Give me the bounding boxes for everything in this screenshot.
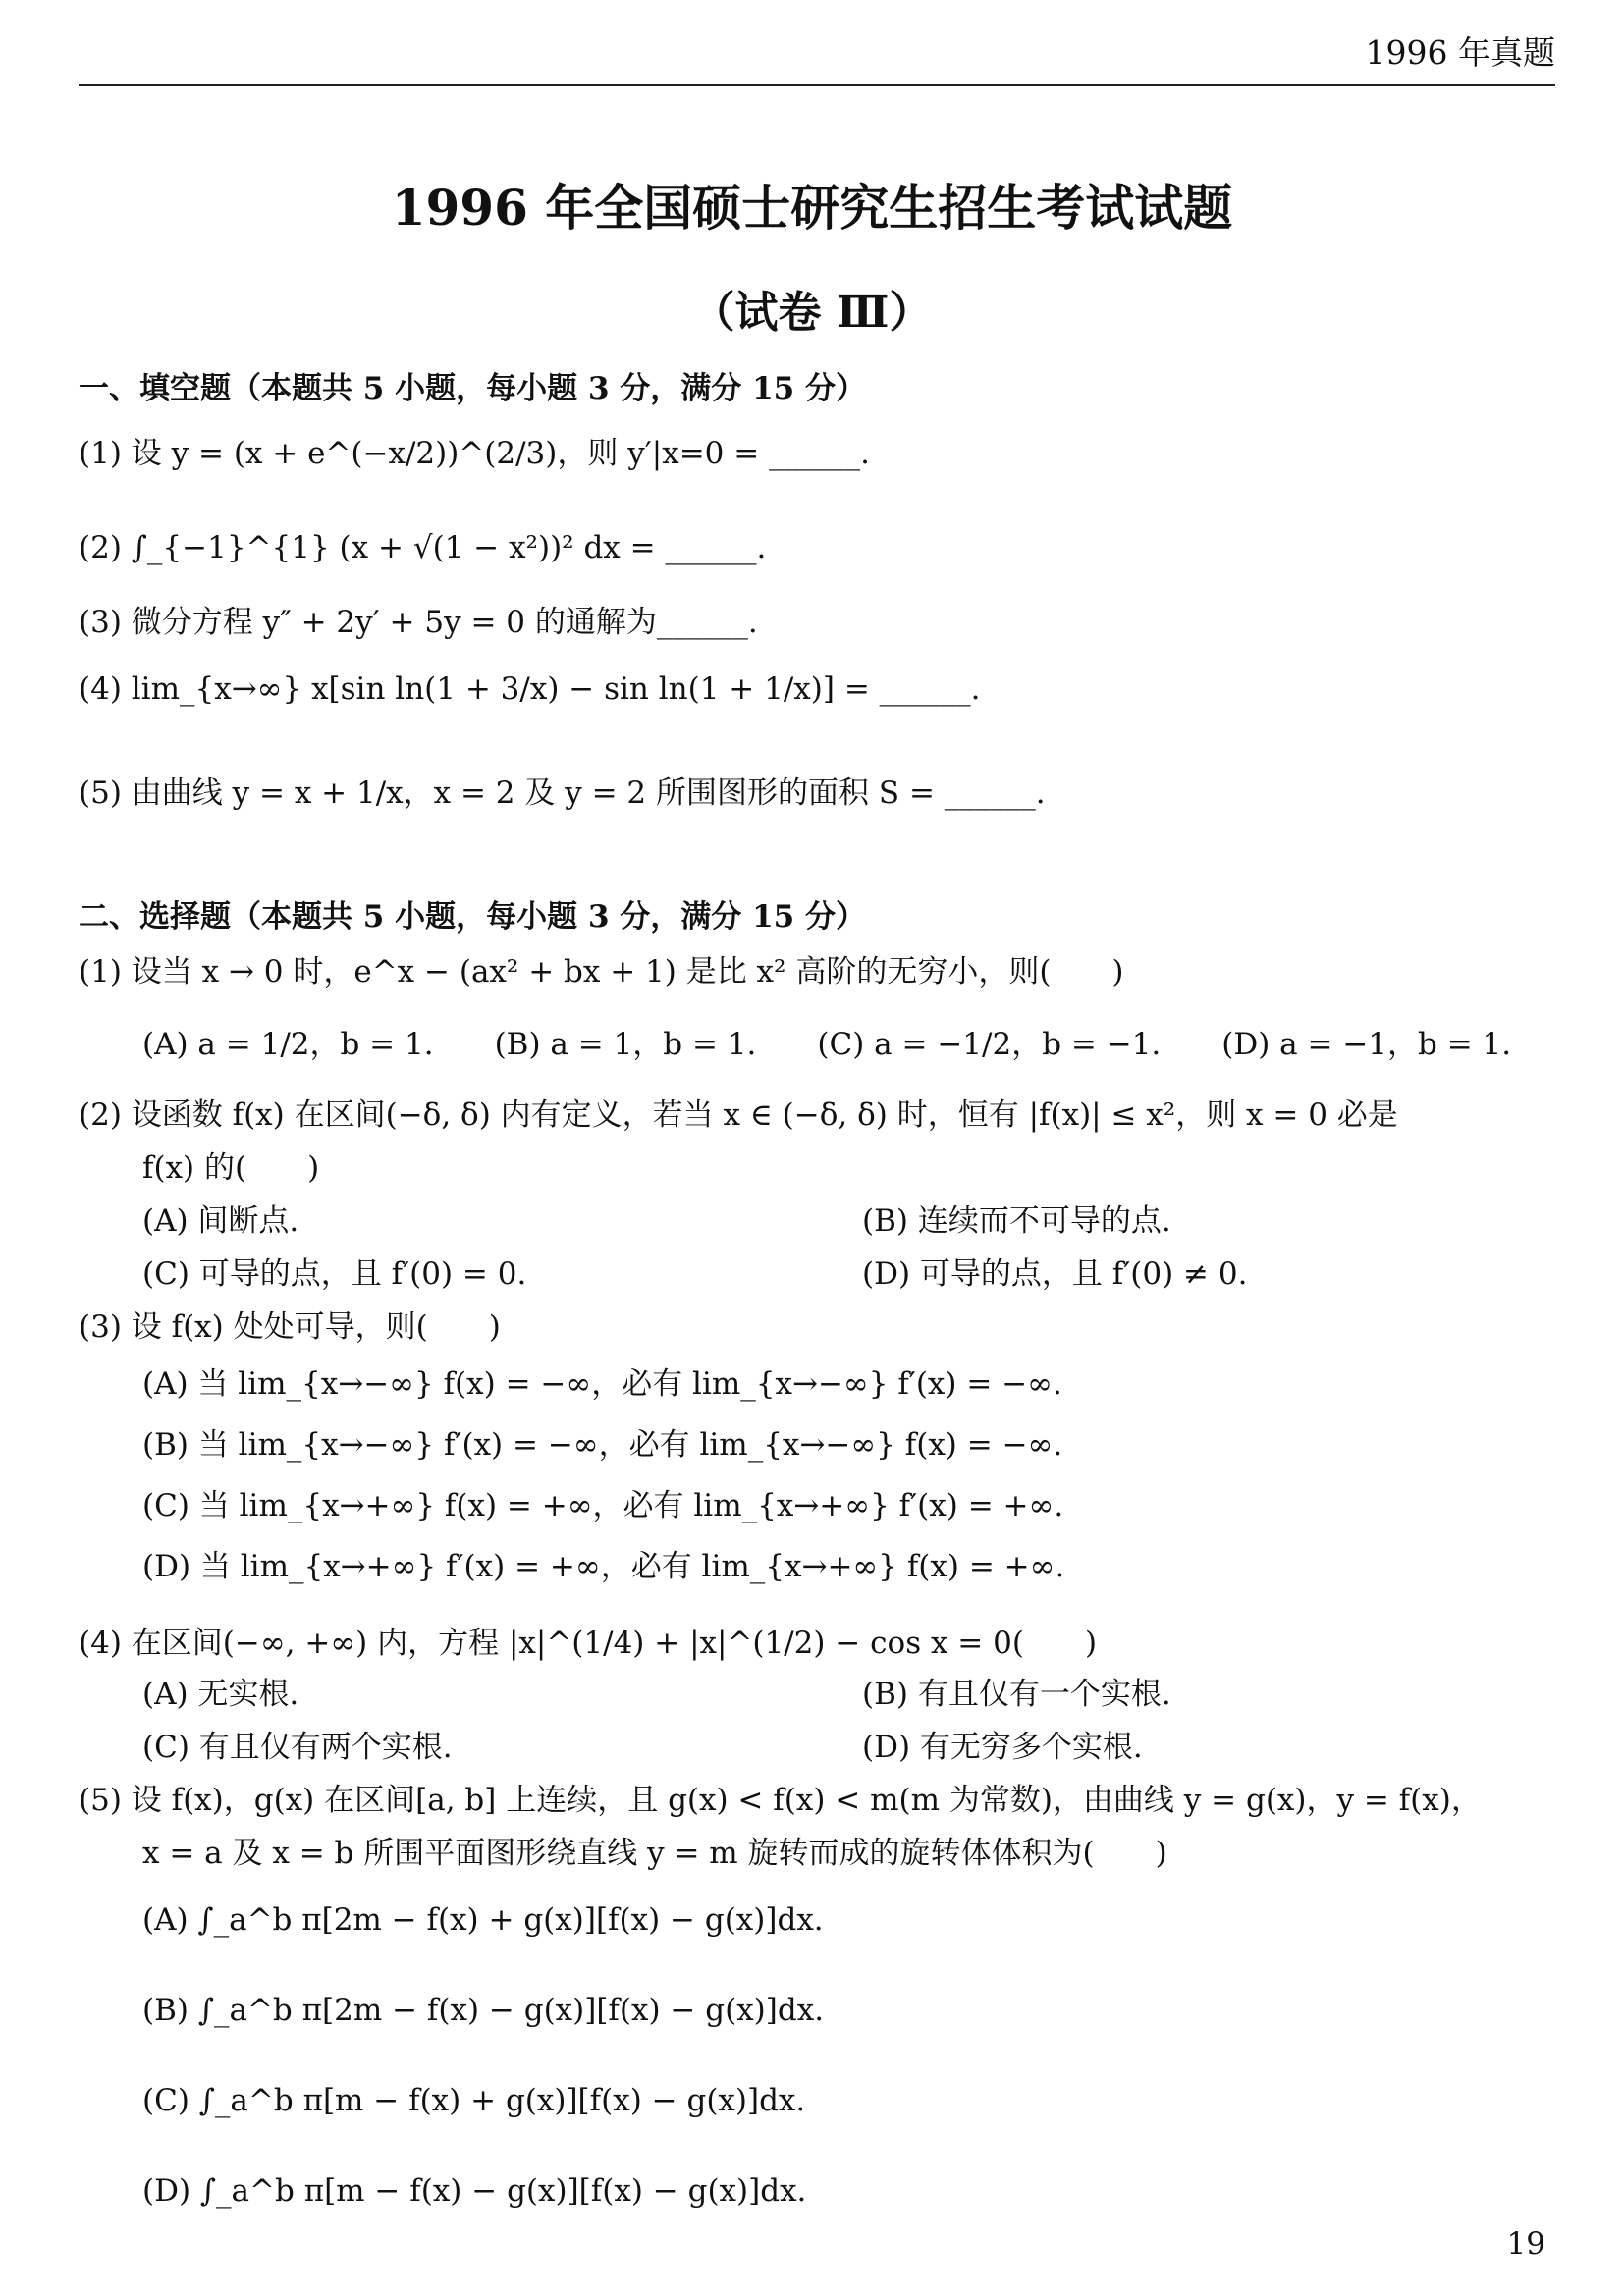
choice-question-2-line2: f(x) 的( ): [142, 1150, 320, 1186]
choice-question-2-option-d: (D) 可导的点，且 f′(0) ≠ 0.: [862, 1256, 1248, 1292]
fill-question-5: (5) 由曲线 y = x + 1/x，x = 2 及 y = 2 所围图形的面积 S = ______.: [79, 775, 1046, 811]
section1-heading: 一、填空题（本题共 5 小题，每小题 3 分，满分 15 分）: [79, 371, 867, 406]
choice-question-5-option-b: (B) ∫_a^b π[2m − f(x) − g(x)][f(x) − g(x)]dx.: [142, 1993, 825, 2028]
choice-question-4: (4) 在区间(−∞, +∞) 内，方程 |x|^(1/4) + |x|^(1/2) − cos x = 0( ): [79, 1626, 1098, 1661]
choice-question-5-option-d: (D) ∫_a^b π[m − f(x) − g(x)][f(x) − g(x)]dx.: [142, 2173, 807, 2209]
running-header: 1996 年真题: [1365, 33, 1555, 72]
choice-question-4-option-c: (C) 有且仅有两个实根.: [142, 1730, 453, 1765]
fill-question-2: (2) ∫_{−1}^{1} (x + √(1 − x²))² dx = ______.: [79, 530, 767, 565]
choice-question-5-line2: x = a 及 x = b 所围平面图形绕直线 y = m 旋转而成的旋转体体积为( ): [142, 1836, 1167, 1871]
choice-question-2-option-a: (A) 间断点.: [142, 1203, 299, 1239]
choice-question-3-option-c: (C) 当 lim_{x→+∞} f(x) = +∞，必有 lim_{x→+∞} f′(x) = +∞.: [142, 1488, 1064, 1523]
choice-question-1-options: (A) a = 1/2，b = 1. (B) a = 1，b = 1. (C) a = −1/2，b = −1. (D) a = −1，b = 1.: [142, 1027, 1512, 1062]
choice-question-5-line1: (5) 设 f(x)，g(x) 在区间[a, b] 上连续，且 g(x) < f(x) < m(m 为常数)，由曲线 y = g(x)，y = f(x)，: [79, 1783, 1482, 1818]
choice-question-3: (3) 设 f(x) 处处可导，则( ): [79, 1309, 501, 1345]
choice-question-5-option-c: (C) ∫_a^b π[m − f(x) + g(x)][f(x) − g(x)]dx.: [142, 2083, 806, 2118]
page-subtitle: （试卷 Ⅲ）: [691, 288, 933, 338]
choice-question-3-option-b: (B) 当 lim_{x→−∞} f′(x) = −∞，必有 lim_{x→−∞} f(x) = −∞.: [142, 1427, 1063, 1463]
choice-question-2-line1: (2) 设函数 f(x) 在区间(−δ, δ) 内有定义，若当 x ∈ (−δ, δ) 时，恒有 |f(x)| ≤ x²，则 x = 0 必是: [79, 1097, 1398, 1133]
fill-question-3: (3) 微分方程 y″ + 2y′ + 5y = 0 的通解为______.: [79, 605, 758, 640]
choice-question-3-option-d: (D) 当 lim_{x→+∞} f′(x) = +∞，必有 lim_{x→+∞} f(x) = +∞.: [142, 1549, 1065, 1584]
choice-question-4-option-d: (D) 有无穷多个实根.: [862, 1730, 1143, 1765]
choice-question-5-option-a: (A) ∫_a^b π[2m − f(x) + g(x)][f(x) − g(x)]dx.: [142, 1902, 824, 1938]
header-rule: [79, 84, 1555, 86]
page-title: 1996 年全国硕士研究生招生考试试题: [391, 179, 1233, 237]
choice-question-4-option-b: (B) 有且仅有一个实根.: [862, 1677, 1171, 1712]
page-number: 19: [1506, 2226, 1545, 2262]
choice-question-2-option-c: (C) 可导的点，且 f′(0) = 0.: [142, 1256, 527, 1292]
fill-question-1: (1) 设 y = (x + e^(−x/2))^(2/3)，则 y′|x=0 = ______.: [79, 436, 870, 471]
choice-question-1: (1) 设当 x → 0 时，e^x − (ax² + bx + 1) 是比 x² 高阶的无穷小，则( ): [79, 954, 1124, 989]
choice-question-4-option-a: (A) 无实根.: [142, 1677, 299, 1712]
fill-question-4: (4) lim_{x→∞} x[sin ln(1 + 3/x) − sin ln(1 + 1/x)] = ______.: [79, 671, 981, 707]
choice-question-2-option-b: (B) 连续而不可导的点.: [862, 1203, 1171, 1239]
choice-question-3-option-a: (A) 当 lim_{x→−∞} f(x) = −∞，必有 lim_{x→−∞} f′(x) = −∞.: [142, 1366, 1062, 1402]
section2-heading: 二、选择题（本题共 5 小题，每小题 3 分，满分 15 分）: [79, 899, 867, 934]
